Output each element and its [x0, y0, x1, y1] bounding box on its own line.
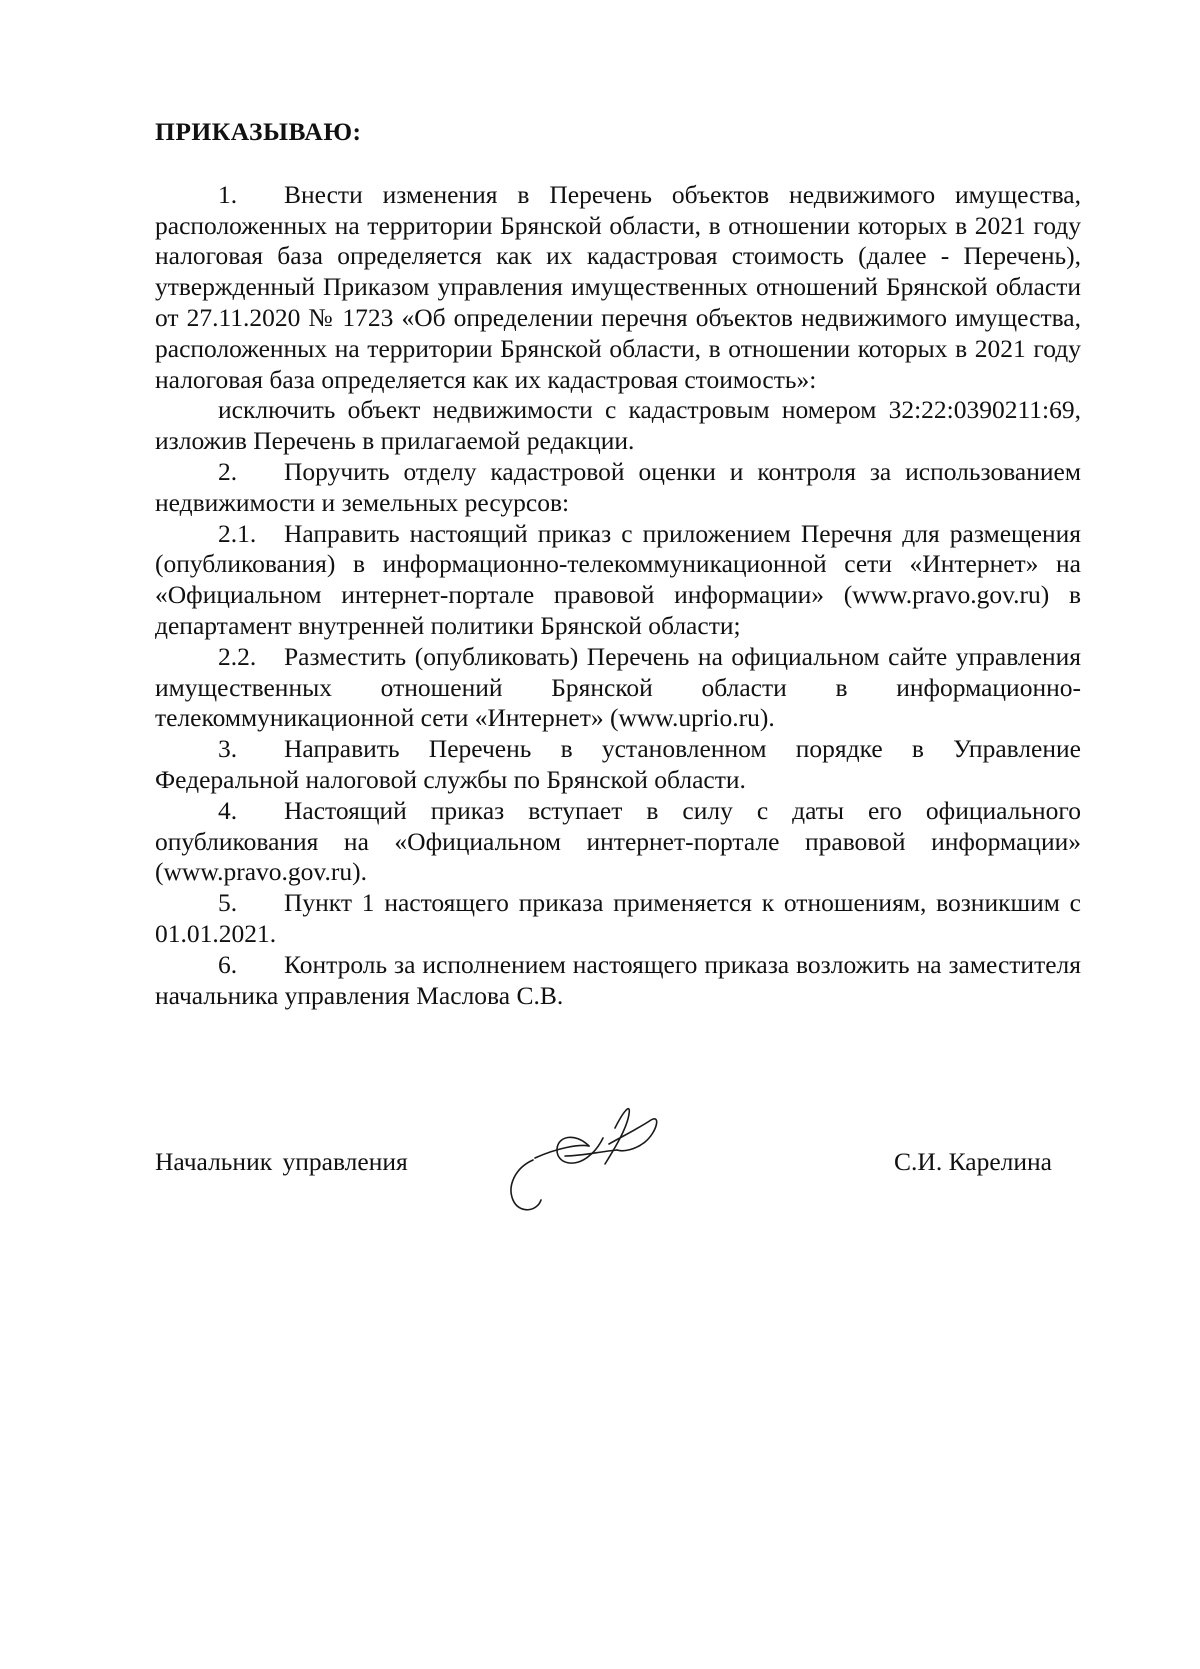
paragraph-text: Направить Перечень в установленном порядке в Управление Федеральной налоговой службы по Брянской области. [155, 734, 1081, 794]
paragraph-number: 5. [218, 888, 238, 918]
paragraph-number: 2.1. [218, 518, 257, 548]
paragraph-text: Разместить (опубликовать) Перечень на официальном сайте управления имущественных отношений Брянской области в информационно-телекоммуникационной сети «Интернет» (www.uprio.ru). [155, 641, 1081, 733]
paragraph-number: 3. [218, 734, 238, 764]
paragraph-6 [155, 950, 1081, 1012]
paragraph-text: Поручить отделу кадастровой оценки и контроля за использованием недвижимости и земельных ресурсов: [155, 456, 1081, 517]
paragraph-2 [155, 457, 1081, 519]
paragraph-number: 2.2. [218, 641, 257, 671]
paragraph-2-2 [155, 642, 1081, 734]
paragraph-text: Настоящий приказ вступает в силу с даты его официального опубликования на «Официальном интернет-портале правовой информации» (www.pravo.gov.ru). [155, 795, 1081, 887]
signatory-name: С.И. Карелина [894, 1147, 1052, 1176]
paragraph-5 [155, 888, 1081, 950]
paragraph-text: Направить настоящий приказ с приложением Перечня для размещения (опубликования) в информационно-телекоммуникационной сети «Интернет» на «Официальном интернет-портале правовой информации» (www.pravo.gov.ru) в департамент внутренней политики Брянской области; [155, 518, 1081, 640]
document-body [155, 117, 1081, 1011]
signatory-title: Начальник управления [155, 1147, 408, 1176]
paragraph-3 [155, 734, 1081, 796]
paragraph-number: 4. [218, 795, 238, 825]
paragraph-number: 6. [218, 949, 238, 979]
paragraph-2-1 [155, 519, 1081, 642]
paragraph-number: 2. [218, 456, 238, 486]
paragraph-1-continuation [155, 395, 1081, 457]
paragraph-number: 1. [218, 179, 238, 209]
paragraph-4 [155, 796, 1081, 888]
paragraph-text: Внести изменения в Перечень объектов недвижимого имущества, расположенных на территории Брянской области, в отношении которых в 2021 году налоговая база определяется как их кадастровая стоимость (далее - Перечень), утвержденный Приказом управления имущественных отношений Брянской области от 27.11.2020 № 1723 «Об определении перечня объектов недвижимого имущества, расположенных на территории Брянской области, в отношении которых в 2021 году налоговая база определяется как их кадастровая стоимость»: [155, 179, 1081, 394]
paragraph-text: Контроль за исполнением настоящего приказа возложить на заместителя начальника управления Маслова С.В. [155, 949, 1081, 1010]
paragraph-1 [155, 180, 1081, 396]
handwritten-signature-icon [505, 1098, 685, 1223]
document-heading: ПРИКАЗЫВАЮ: [155, 117, 362, 146]
paragraph-text: Пункт 1 настоящего приказа применяется к отношениям, возникшим с 01.01.2021. [155, 888, 1081, 948]
paragraph-text: исключить объект недвижимости с кадастровым номером 32:22:0390211:69, изложив Перечень в прилагаемой редакции. [155, 395, 1081, 456]
